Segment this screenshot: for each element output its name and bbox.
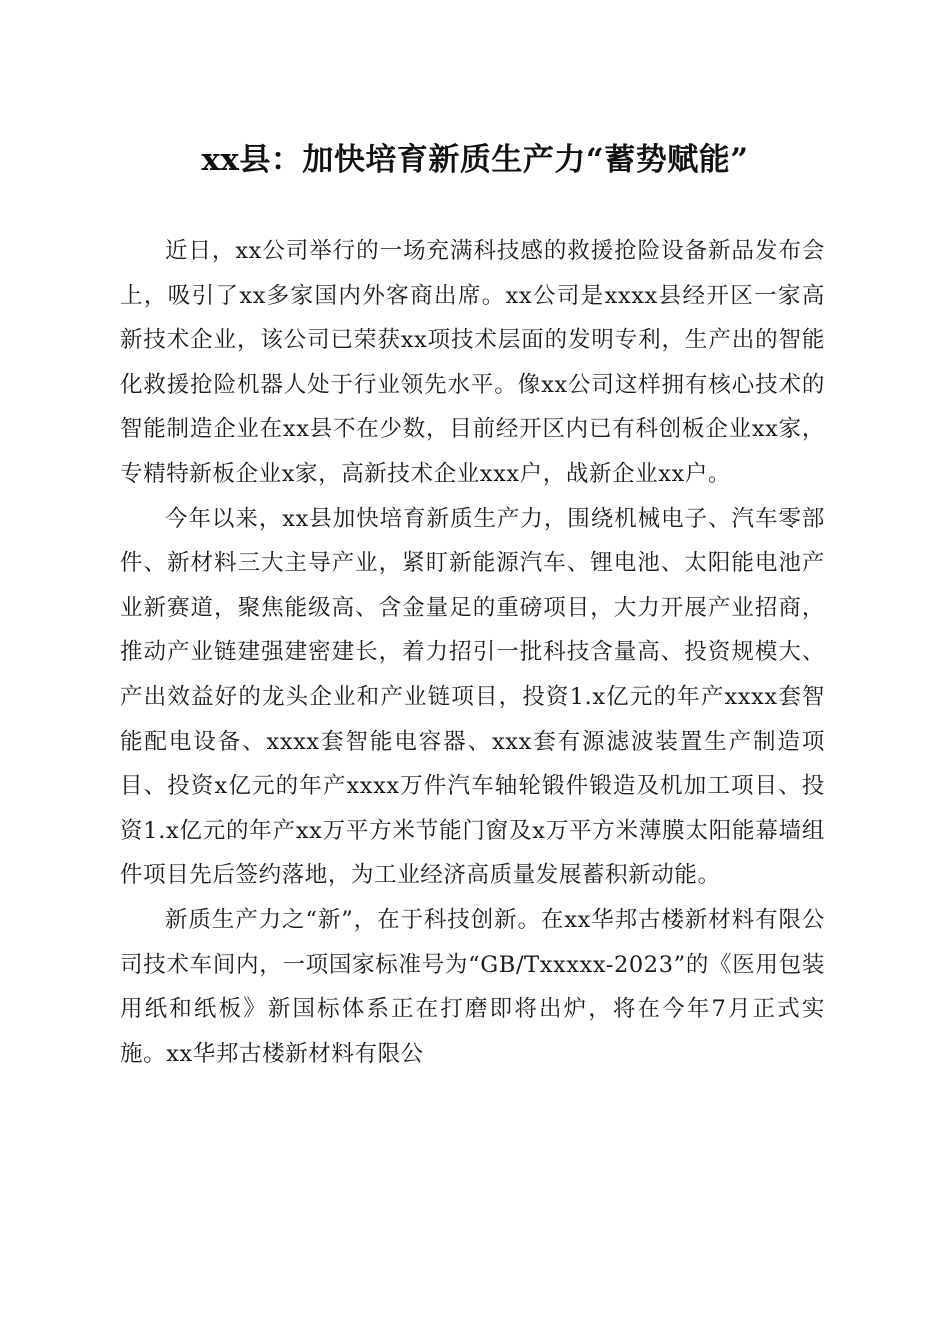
paragraph: 今年以来，xx县加快培育新质生产力，围绕机械电子、汽车零部件、新材料三大主导产业，紧盯新能源汽车、锂电池、太阳能电池产业新赛道，聚焦能级高、含金量足的重磅项目，大力开展产业招商，推动产业链建强建密建长，着力招引一批科技含量高、投资规模大、产出效益好的龙头企业和产业链项目，投资1.x亿元的年产xxxx套智能配电设备、xxxx套智能电容器、xxx套有源滤波装置生产制造项目、投资x亿元的年产xxxx万件汽车轴轮锻件锻造及机加工项目、投资1.x亿元的年产xx万平方米节能门窗及x万平方米薄膜太阳能幕墙组件项目先后签约落地，为工业经济高质量发展蓄积新动能。 bbox=[120, 505, 825, 889]
document-title: xx县：加快培育新质生产力“蓄势赋能” bbox=[201, 142, 749, 178]
paragraph: 近日，xx公司举行的一场充满科技感的救援抢险设备新品发布会上，吸引了xx多家国内外客商出席。xx公司是xxxx县经开区一家高新技术企业，该公司已荣获xx项技术层面的发明专利，生产出的智能化救援抢险机器人处于行业领先水平。像xx公司这样拥有核心技术的智能制造企业在xx县不在少数，目前经开区内已有科创板企业xx家，专精特新板企业x家，高新技术企业xxx户，战新企业xx户。 bbox=[120, 238, 825, 487]
paragraph: 新质生产力之“新”，在于科技创新。在xx华邦古楼新材料有限公司技术车间内，一项国家标准号为“GB/Txxxxx-2023”的《医用包装用纸和纸板》新国标体系正在打磨即将出炉，将在今年7月正式实施。xx华邦古楼新材料有限公 bbox=[120, 906, 825, 1067]
document-body bbox=[120, 229, 825, 1076]
